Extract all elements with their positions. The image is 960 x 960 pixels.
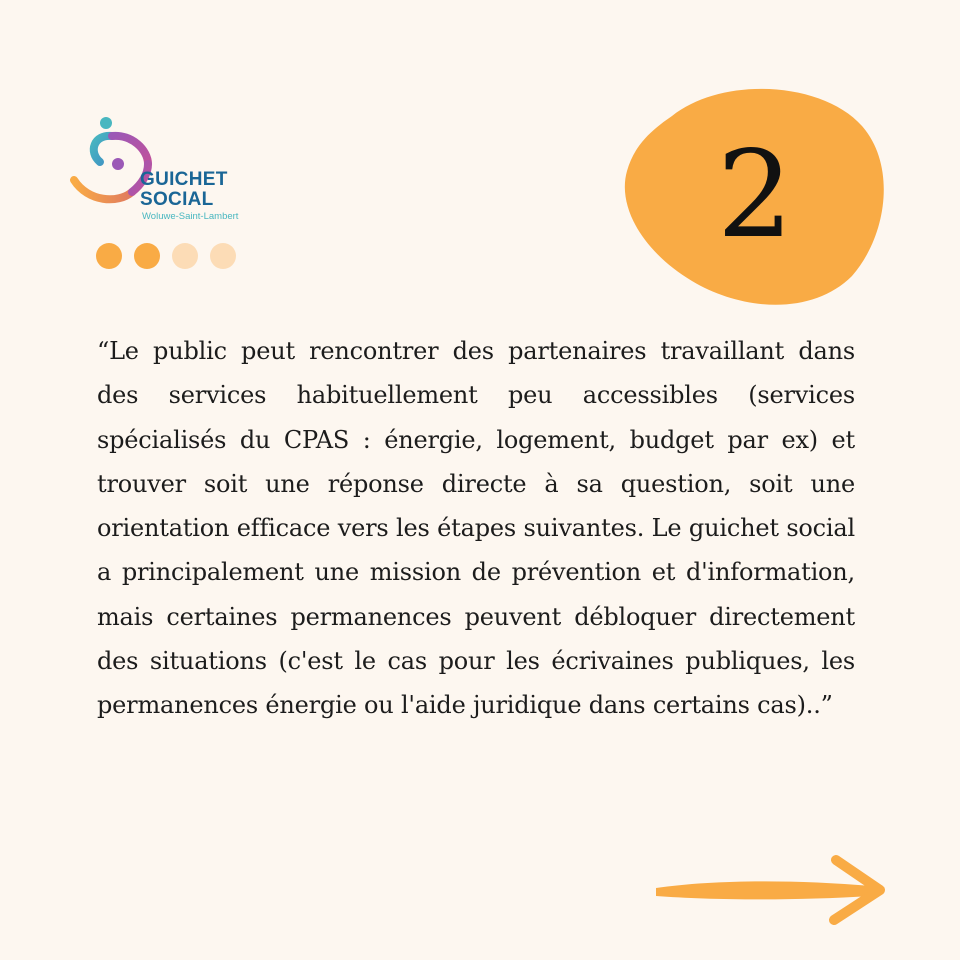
arrow-right-icon[interactable] bbox=[650, 852, 890, 932]
slide-number: 2 bbox=[716, 125, 794, 265]
logo-subtitle: Woluwe-Saint-Lambert bbox=[142, 211, 239, 222]
pagination-dot-2[interactable] bbox=[134, 243, 160, 269]
quote-text: “Le public peut rencontrer des partenaires travaillant dans des services habituellement peu accessibles (services spécialisés du CPAS : énergie, logement, budget par ex) et trouver soit une réponse directe à sa question, soit une orientation efficace vers les étapes suivantes. Le guichet social a principalement une mission de prévention et d'information, mais certaines permanences peuvent débloquer directement des situations (c'est le cas pour les écrivaines publiques, les permanences énergie ou l'aide juridique dans certains cas)..” bbox=[97, 337, 855, 720]
pagination-dot-3[interactable] bbox=[172, 243, 198, 269]
pagination-dot-1[interactable] bbox=[96, 243, 122, 269]
logo-title-line2: SOCIAL bbox=[140, 189, 214, 210]
pagination-dot-4[interactable] bbox=[210, 243, 236, 269]
brand-logo bbox=[66, 112, 266, 232]
logo-title-line1: GUICHET bbox=[140, 169, 228, 190]
pagination-dots bbox=[96, 243, 236, 269]
